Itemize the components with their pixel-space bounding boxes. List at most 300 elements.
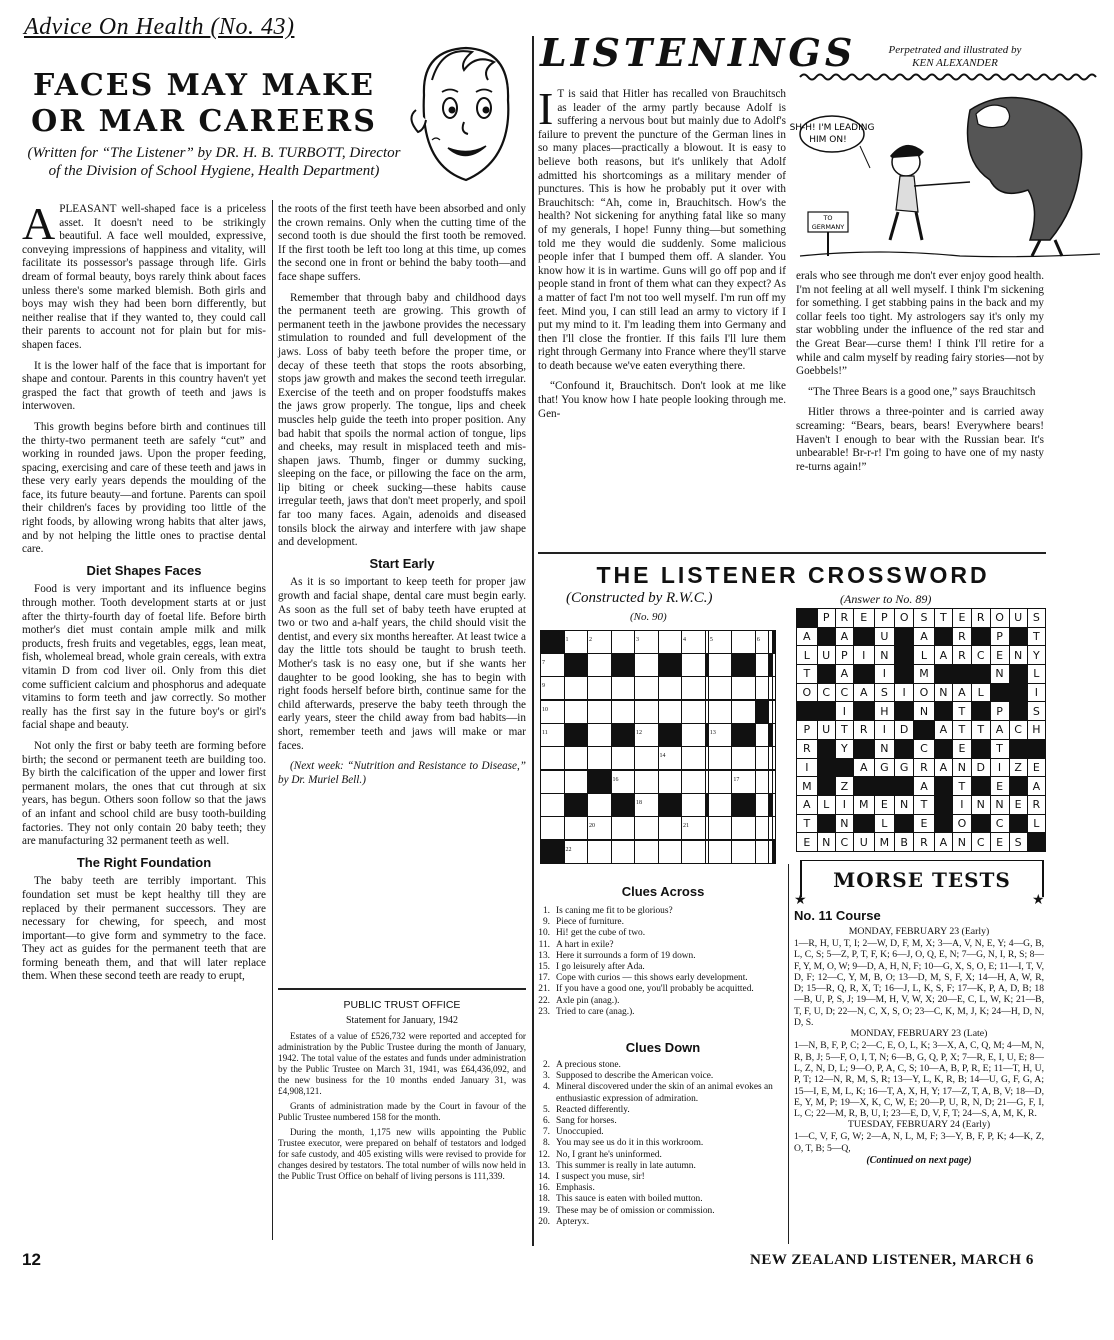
listenings-column-1	[538, 83, 786, 550]
answer-letter: M	[853, 795, 874, 814]
byline: (Written for “The Listener” by DR. H. B. TURBOTT, Director of the Division of School Hygiene, Health Department)	[27, 145, 401, 179]
clue-text: Hi! get the cube of two.	[556, 928, 646, 939]
clue-number: 3.	[542, 1071, 550, 1082]
grid-cell	[564, 816, 588, 839]
grid-cell	[732, 631, 756, 654]
answer-letter: N	[971, 795, 990, 814]
clue-text: A precious stone.	[556, 1060, 621, 1070]
answer-letter: R	[971, 609, 990, 628]
grid-cell	[658, 701, 682, 724]
answer-letter: C	[914, 739, 935, 758]
clue-text: Supposed to describe the American voice.	[556, 1071, 714, 1082]
morse-title: MORSE TESTS	[833, 868, 1011, 892]
credit-line-2: KEN ALEXANDER	[912, 57, 998, 69]
grid-cell	[772, 723, 775, 746]
answer-black-square	[1009, 665, 1027, 684]
answer-letter: C	[971, 646, 990, 665]
grid-black-square	[658, 723, 682, 746]
morse-day-heading: MONDAY, FEBRUARY 23 (Late)	[850, 1028, 988, 1040]
advice-paragraph: Not only the first or baby teeth are forming before birth; the second or permanent teeth are building too. By birth the calcification of the upper and lower first permanent molars, the ones that cut through at six years, has begun. Others soon follow so that the jaws of an infant and school child are busy tooth-building factories. They not only contain 20 baby teeth; they are manufacturing 32 permanent teeth as well.	[22, 739, 266, 848]
drop-cap: I	[538, 83, 554, 134]
grid-cell	[541, 701, 565, 724]
answer-letter: P	[817, 609, 835, 628]
answer-letter: P	[835, 646, 853, 665]
answer-letter: I	[990, 758, 1009, 777]
grid-number: 7	[542, 659, 545, 666]
clue-text: Tried to care (anag.).	[556, 1006, 635, 1017]
grid-number: 21	[683, 822, 689, 829]
morse-day-heading: MONDAY, FEBRUARY 23 (Early)	[848, 926, 990, 937]
advice-paragraph: As it is so important to keep teeth for proper jaw growth and facial shape, dental care must begin early. As soon as the full set of baby teeth have erupted at two or two and a-half years, the child should visit the dentist, and every six months hereafter. At least twice a day the little tots should be taught to brush teeth. Mother's task is no easy one, but if she wants her daughter to be good looking, she has to begin with right foods herself before birth, continue same for the child afterwards, preserve the baby teeth through the early years, steer the child away from bad habits—in short, remember teeth and jaws will make or mar faces.	[278, 576, 526, 752]
grid-cell	[635, 701, 659, 724]
grid-cell	[635, 653, 659, 676]
answer-letter: N	[952, 833, 971, 852]
grid-cell	[635, 631, 659, 654]
answer-letter: L	[1027, 665, 1045, 684]
answer-letter: G	[895, 758, 914, 777]
answer-letter: N	[1009, 646, 1027, 665]
answer-black-square	[952, 665, 971, 684]
grid-cell	[635, 793, 659, 816]
answer-letter: N	[914, 702, 935, 721]
column-rule	[788, 864, 789, 1244]
answer-black-square	[895, 702, 914, 721]
grid-cell	[658, 746, 682, 769]
answer-letter: I	[797, 758, 818, 777]
answer-black-square	[895, 814, 914, 833]
page-number: 12	[22, 1250, 41, 1269]
grid-number: 4	[683, 636, 686, 643]
crossword-constructor: (Constructed by R.W.C.)	[566, 590, 713, 606]
answer-black-square	[1027, 833, 1045, 852]
grid-cell	[682, 746, 706, 769]
star-icon: ★	[794, 893, 807, 908]
grid-black-square	[732, 723, 756, 746]
clue-number: 4.	[542, 1082, 550, 1093]
grid-cell	[611, 631, 635, 654]
grid-cell	[755, 723, 768, 746]
answer-letter: O	[952, 814, 971, 833]
answer-black-square	[1009, 627, 1027, 646]
clue-text: These may be of omission or commission.	[556, 1205, 715, 1216]
answer-letter: P	[874, 609, 895, 628]
grid-cell	[564, 701, 588, 724]
clue-number: 13.	[538, 950, 550, 961]
answer-letter: M	[874, 833, 895, 852]
advice-paragraph: The baby teeth are terribly important. This foundation set must be kept healthy till they are replaced by their permanent successors. They are necessary for chewing, for speech, and most important—to give form and symmetry to the face. They act as guides for the permanent teeth that are forming beneath them, and that will later replace them. When these second teeth are ready to erupt,	[22, 875, 266, 983]
clue-item	[526, 973, 782, 984]
grid-number: 16	[612, 777, 619, 783]
grid-cell	[541, 676, 565, 699]
clue-number: 17.	[538, 973, 550, 984]
grid-cell	[772, 816, 775, 839]
answer-letter: R	[952, 627, 971, 646]
clue-number: 14.	[538, 1172, 550, 1183]
grid-number: 1	[565, 636, 569, 643]
answer-letter: C	[971, 833, 990, 852]
answer-letter: T	[971, 721, 990, 740]
clue-text: A hart in exile?	[556, 939, 614, 950]
subhead-start-early: Start Early	[369, 555, 435, 571]
answer-black-square	[817, 627, 835, 646]
credit-line-1: Perpetrated and illustrated by	[888, 44, 1022, 56]
grid-cell	[611, 746, 635, 769]
answer-black-square	[853, 627, 874, 646]
answer-letter: T	[835, 721, 853, 740]
grid-cell	[564, 841, 588, 864]
answer-label: (Answer to No. 89)	[840, 592, 932, 606]
answer-letter: E	[990, 777, 1009, 796]
grid-cell	[564, 631, 588, 654]
answer-letter: I	[874, 665, 895, 684]
answer-black-square	[934, 665, 952, 684]
answer-letter: H	[874, 702, 895, 721]
advice-column-2	[278, 203, 526, 983]
grid-cell	[611, 701, 635, 724]
trust-subtitle: Statement for January, 1942	[345, 1015, 459, 1026]
answer-black-square	[853, 814, 874, 833]
grid-cell	[708, 653, 732, 676]
answer-letter: E	[1027, 758, 1045, 777]
grid-cell	[755, 816, 768, 839]
grid-number: 5	[709, 636, 713, 643]
grid-black-square	[611, 793, 635, 816]
clues-down-title: Clues Down	[625, 1040, 701, 1055]
answer-letter: L	[1027, 814, 1045, 833]
answer-black-square	[797, 609, 818, 628]
answer-letter: E	[990, 646, 1009, 665]
answer-black-square	[853, 702, 874, 721]
grid-cell	[635, 841, 659, 864]
clue-item	[526, 1082, 782, 1104]
grid-cell	[682, 841, 706, 864]
answer-letter: R	[835, 609, 853, 628]
answer-letter: U	[1009, 609, 1027, 628]
grid-cell	[588, 793, 612, 816]
morse-text: 1—C, V, F, G, W; 2—A, N, L, M, F; 3—Y, B, F, P, K; 4—K, Z, O, T, B; 5—Q,	[794, 1131, 1044, 1154]
grid-cell	[772, 793, 775, 816]
answer-letter: T	[1027, 627, 1045, 646]
answer-black-square	[835, 758, 853, 777]
answer-black-square	[895, 665, 914, 684]
answer-letter: Y	[835, 739, 853, 758]
answer-letter: C	[835, 683, 853, 702]
answer-letter: I	[835, 795, 853, 814]
grid-number: 9	[542, 682, 545, 689]
clue-item	[526, 928, 782, 939]
clue-item	[526, 917, 782, 928]
clue-item	[526, 1071, 782, 1082]
listenings-paragraph: I T is said that Hitler has recalled von Brauchitsch as leader of the army partly because Adolf is suffering a nervous bout but mainly due to Adolf's failure to prevent the puncture of the German lines in so many places—practically a blowout. It is easy to believe both reasons, but it's unlikely that Adolf admitted his shortcomings as a military mender of punctures. This is how he probably put it over with Brauchitsch: “Ah, come in, Brauchitsch. How's the health? Not sickening for anything fatal like so many of my generals, I hope! Funny thing—but something told me they would die suddenly. Some malicious people infer that I bumped them off. A slander. You know how it is in wartime. Guns will go off pop and if people stand in front of them what can they expect? As a matter of fact I'm not too well myself. I'm run off my feet. Mind you, I can still lead an army to victory if I put my mind to it. I'm leading them into Germany and then I'll close the frontier. If this fails I'll lure them right through Germany into France where they'll starve to death because we've eaten everything there.	[538, 83, 786, 372]
listenings-paragraph: “Confound it, Brauchitsch. Don't look at me like that! You know how I hate people looking through me. Gen-	[538, 380, 786, 420]
crossword-grid	[540, 630, 776, 864]
clue-text: Sang for horses.	[556, 1116, 617, 1127]
answer-letter: A	[934, 721, 952, 740]
grid-cell	[611, 841, 635, 864]
clue-text: Emphasis.	[556, 1183, 595, 1194]
grid-black-square	[588, 771, 612, 794]
advice-paragraph: This growth begins before birth and continues till the thirty-two permanent teeth are safely “cut” and working in rounded jaws. Upon the proper feeding, spacing, exercising and care of these teeth and jaws in these very early years depends the moulding of the face, its future beauty—and fortune. Parents can spoil their children's faces by providing too little of the right foods, by allowing wrong habits that alter jaws, and by not helping the little ones to practise dental care.	[22, 420, 266, 556]
clue-number: 10.	[538, 928, 550, 939]
star-icon: ★	[1032, 893, 1045, 908]
answer-black-square	[874, 777, 895, 796]
answer-letter: A	[934, 833, 952, 852]
answer-letter: R	[914, 758, 935, 777]
grid-cell	[708, 746, 732, 769]
answer-black-square	[797, 702, 818, 721]
clue-item	[526, 1127, 782, 1138]
grid-cell	[682, 653, 706, 676]
clue-text: I suspect you muse, sir!	[556, 1172, 645, 1183]
morse-text: 1—R, H, U, T, I; 2—W, D, F, M, X; 3—A, V, N, E, Y; 4—G, B, L, C, S; 5—Z, P, T, F, K; 6—J, O, Q, E, N; 7—G, N, I, R, S; 8—F, Y, M, O, W; 9—D, A, H, N, F; 10—G, X, S, O, E; 11—I, T, V, D, F; 12—C, Y, M, B, O; 13—D, M, S, F, X; 14—H, A, W, R, D; 15—R, Q, R, X, T; 16—J, L, K, S, F; 17—K, P, A, D, B; 18—B, U, P, S, J; 19—M, H, V, W, X; 20—E, C, L, W, K; 21—B, T, F, U, D; 22—N, C, X, S, O; 23—C, K, M, J, K; 24—H, D, N, D, S.	[794, 938, 1044, 1029]
grid-cell	[708, 723, 732, 746]
clue-item	[526, 984, 782, 995]
answer-letter: O	[895, 609, 914, 628]
answer-letter: T	[914, 795, 935, 814]
answer-letter: A	[797, 627, 818, 646]
answer-letter: S	[1027, 702, 1045, 721]
grid-cell	[588, 816, 612, 839]
answer-letter: A	[797, 795, 818, 814]
answer-letter: M	[797, 777, 818, 796]
answer-black-square	[817, 814, 835, 833]
grid-cell	[611, 816, 635, 839]
answer-letter: A	[934, 758, 952, 777]
subhead-right-foundation: The Right Foundation	[76, 854, 212, 870]
grid-cell	[541, 816, 565, 839]
grid-cell	[541, 771, 565, 794]
svg-text:GERMANY: GERMANY	[811, 223, 845, 231]
grid-cell	[682, 816, 706, 839]
answer-letter: E	[952, 609, 971, 628]
clue-text: Axle pin (anag.).	[556, 995, 620, 1006]
grid-black-square	[772, 841, 775, 864]
grid-cell	[755, 746, 768, 769]
grid-cell	[708, 676, 732, 699]
answer-letter: E	[914, 814, 935, 833]
grid-cell	[682, 676, 706, 699]
answer-letter: H	[1027, 721, 1045, 740]
answer-letter: T	[952, 777, 971, 796]
advice-paragraph: APLEASANT well-shaped face is a priceless asset. It doesn't need to be strikingly beautiful. A face well moulded, expressive, conveying impressions of happiness and vitality, will facilitate its possessor's passage through life. Girls dream of formal beauty, boys rarely think about faces unless there's some marked blemish. Both girls and boys may wish they had been born differently, but neither realise that if they wanted to, they could call their parents to account not for plain but for mis-shapen faces.	[22, 198, 266, 351]
answer-letter: A	[990, 721, 1009, 740]
advice-paragraph: the roots of the first teeth have been absorbed and only the crown remains. Only when the cutting time of the second tooth is due should the first tooth be removed. If the first tooth be left too long at this time, up comes the second one in front or behind the baby tooth—and face shape suffers.	[278, 203, 526, 283]
headline-line-2: OR MAR CAREERS	[31, 104, 377, 139]
grid-cell	[564, 771, 588, 794]
headline-line-1: FACES MAY MAKE	[33, 68, 375, 103]
grid-cell	[682, 701, 706, 724]
grid-cell	[772, 746, 775, 769]
grid-cell	[635, 771, 659, 794]
public-trust-box	[278, 1000, 526, 1182]
listenings-column-2	[796, 270, 1044, 550]
grid-cell	[682, 793, 706, 816]
answer-letter: A	[853, 683, 874, 702]
clue-text: Unoccupied.	[556, 1127, 604, 1138]
answer-black-square	[1027, 739, 1045, 758]
clue-number: 2.	[542, 1060, 550, 1070]
clue-item	[526, 951, 782, 962]
crossword-number: (No. 90)	[630, 611, 667, 623]
clue-number: 8.	[542, 1138, 550, 1149]
answer-letter: D	[971, 758, 990, 777]
answer-letter: N	[874, 739, 895, 758]
answer-letter: R	[797, 739, 818, 758]
grid-cell	[772, 676, 775, 699]
answer-letter: C	[835, 833, 853, 852]
grid-cell	[755, 653, 768, 676]
clue-item	[526, 940, 782, 951]
answer-letter: T	[952, 702, 971, 721]
answer-letter: I	[874, 721, 895, 740]
clue-text: Cope with curios — this shows early development.	[556, 973, 748, 984]
answer-black-square	[895, 646, 914, 665]
grid-cell	[588, 631, 612, 654]
listenings-paragraph: erals who see through me don't ever enjoy good health. I'm not feeling at all well myself. I think I'm sickening for something. I get stabbing pains in the back and my collar feels too tight. My astrologers say it's only my star wobbling under the influence of the red star and the Great Bear—curse them! I think I'll retire for a while and calm myself by reading fairy stories—not by Goebbels!”	[796, 270, 1044, 378]
section-rule	[538, 552, 1046, 554]
morse-day-heading: TUESDAY, FEBRUARY 24 (Early)	[847, 1119, 991, 1131]
column-rule	[272, 200, 273, 1240]
subhead-diet-shapes-faces: Diet Shapes Faces	[86, 562, 202, 578]
clue-text: If you have a good one, you'll probably be acquitted.	[556, 984, 754, 995]
answer-letter: T	[990, 739, 1009, 758]
grid-cell	[732, 701, 756, 724]
clue-number: 13.	[538, 1160, 550, 1171]
grid-cell	[732, 816, 756, 839]
clue-number: 19.	[538, 1205, 550, 1216]
trust-paragraph: Grants of administration made by the Court in favour of the Public Trustee numbered 158 for the month.	[278, 1101, 526, 1122]
grid-number: 11	[542, 729, 548, 736]
clue-number: 1.	[542, 906, 550, 916]
grid-cell	[611, 771, 635, 794]
answer-black-square	[934, 795, 952, 814]
clue-item	[526, 906, 782, 917]
answer-letter: U	[853, 833, 874, 852]
answer-black-square	[1009, 777, 1027, 796]
listenings-paragraph: Hitler throws a three-pointer and is carried away screaming: “Bears, bears, bears! Everywhere bears! Haven't I enough to bear with the Russian bear. It's unbearable! Br-r-r! I'm going to have one of my nasty re-turns again!”	[796, 406, 1044, 473]
answer-black-square	[971, 814, 990, 833]
clue-item	[526, 1194, 782, 1205]
answer-letter: M	[914, 665, 935, 684]
clue-number: 18.	[538, 1194, 550, 1205]
answer-letter: A	[853, 758, 874, 777]
grid-cell	[635, 746, 659, 769]
grid-number: 20	[589, 822, 595, 829]
answer-letter: T	[797, 665, 818, 684]
answer-letter: L	[817, 795, 835, 814]
clues-across-title: Clues Across	[621, 884, 705, 899]
answer-black-square	[971, 777, 990, 796]
clue-item	[526, 1138, 782, 1149]
answer-letter: S	[874, 683, 895, 702]
clue-number: 22.	[538, 995, 550, 1006]
grid-cell	[635, 723, 659, 746]
answer-letter: O	[797, 683, 818, 702]
answer-letter: C	[990, 814, 1009, 833]
answer-letter: G	[874, 758, 895, 777]
grid-black-square	[564, 653, 588, 676]
grid-cell	[541, 653, 565, 676]
grid-number: 18	[636, 799, 642, 806]
answer-letter: O	[990, 609, 1009, 628]
answer-black-square	[934, 739, 952, 758]
answer-letter: E	[990, 833, 1009, 852]
answer-letter: L	[874, 814, 895, 833]
clue-item	[526, 1060, 782, 1071]
clue-number: 23.	[538, 1006, 550, 1017]
drop-cap: A	[22, 198, 56, 249]
grid-black-square	[564, 723, 588, 746]
clue-text: No, I grant he's uninformed.	[556, 1149, 662, 1160]
answer-letter: T	[934, 609, 952, 628]
answer-letter: E	[1009, 795, 1027, 814]
answer-letter: N	[835, 814, 853, 833]
crossword-title: THE LISTENER CROSSWORD	[596, 562, 990, 588]
answer-letter: N	[934, 683, 952, 702]
answer-black-square	[853, 777, 874, 796]
answer-letter: A	[914, 777, 935, 796]
answer-letter: U	[817, 646, 835, 665]
clue-item	[526, 962, 782, 973]
clues-across-list	[526, 906, 782, 1018]
grid-cell	[658, 841, 682, 864]
clue-number: 9.	[542, 917, 550, 928]
grid-cell	[708, 841, 732, 864]
answer-letter: R	[952, 646, 971, 665]
answer-black-square	[853, 739, 874, 758]
answer-letter: P	[990, 627, 1009, 646]
answer-letter: P	[990, 702, 1009, 721]
grid-number: 10	[542, 706, 548, 713]
grid-cell	[588, 653, 612, 676]
clue-item	[526, 1161, 782, 1172]
answer-black-square	[817, 758, 835, 777]
answer-letter: S	[1027, 609, 1045, 628]
answer-letter: S	[914, 609, 935, 628]
answer-letter: Y	[1027, 646, 1045, 665]
answer-letter: N	[874, 646, 895, 665]
clue-number: 21.	[538, 984, 550, 995]
answer-grid	[796, 608, 1046, 852]
listenings-paragraph: “The Three Bears is a good one,” says Brauchitsch	[808, 385, 1036, 398]
answer-black-square	[817, 665, 835, 684]
trust-paragraph: Estates of a value of £526,732 were reported and accepted for administration by the Public Trustee during the month of January, 1942. The total value of the estates and funds under administration by the Public Trustee on March 31, 1941, was £64,436,092, and the new business for the 10 months ended January 31, was £4,908,121.	[278, 1031, 526, 1096]
clue-item	[526, 1116, 782, 1127]
grid-cell	[658, 631, 682, 654]
clue-item	[526, 996, 782, 1007]
answer-black-square	[971, 739, 990, 758]
grid-cell	[541, 793, 565, 816]
grid-cell	[541, 723, 565, 746]
answer-letter: L	[914, 646, 935, 665]
answer-letter: E	[952, 739, 971, 758]
grid-cell	[755, 771, 768, 794]
grid-cell	[588, 701, 612, 724]
grid-black-square	[611, 653, 635, 676]
grid-cell	[732, 771, 756, 794]
clue-text: You may see us do it in this workroom.	[556, 1138, 704, 1149]
answer-letter: N	[952, 758, 971, 777]
answer-black-square	[853, 665, 874, 684]
answer-letter: N	[990, 665, 1009, 684]
clue-number: 16.	[538, 1183, 550, 1194]
answer-black-square	[971, 665, 990, 684]
grid-number: 22	[565, 847, 572, 854]
answer-letter: A	[914, 627, 935, 646]
next-week-note: (Next week: “Nutrition and Resistance to Disease,” by Dr. Muriel Bell.)	[278, 760, 526, 786]
answer-letter: I	[853, 646, 874, 665]
clue-text: I go leisurely after Ada.	[556, 962, 645, 973]
